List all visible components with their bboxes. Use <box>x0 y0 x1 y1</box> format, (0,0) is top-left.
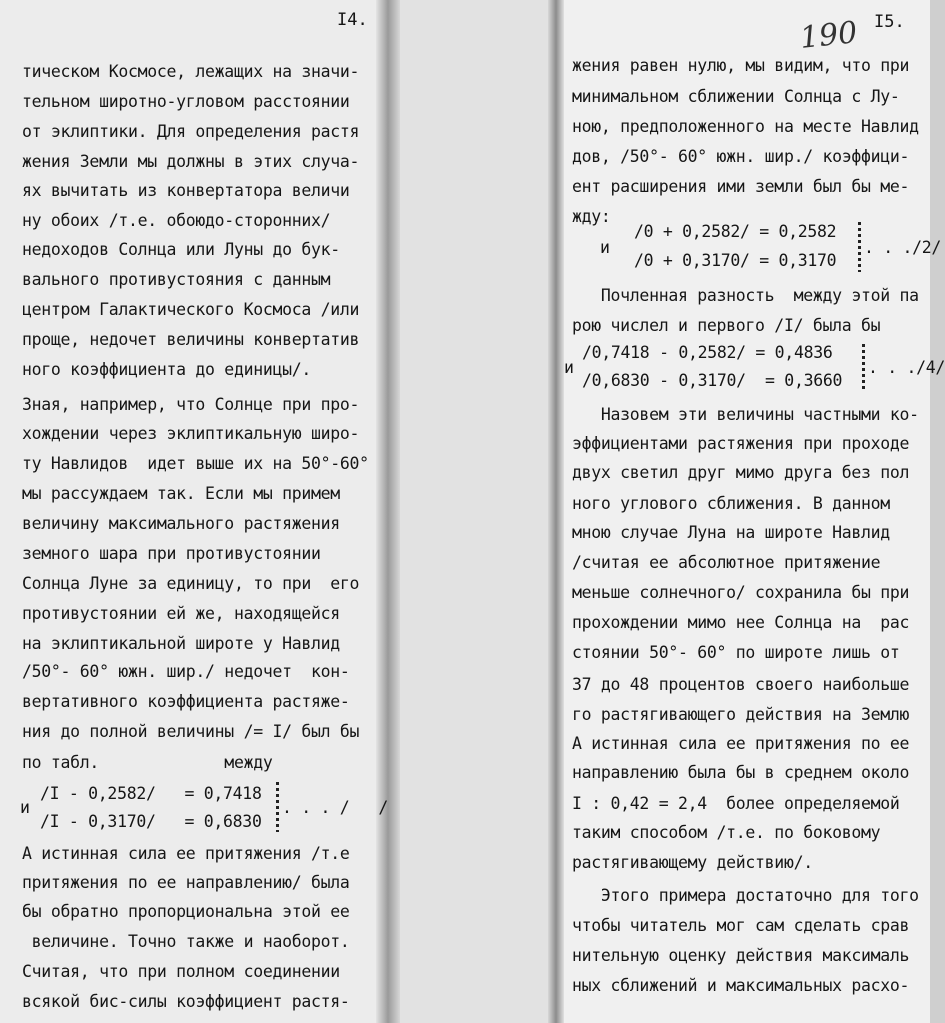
right-formula-2-brace <box>862 344 865 392</box>
right-text-line: прохождении мимо нее Солнца на рас <box>572 613 910 632</box>
left-page-number: I4. <box>337 10 368 30</box>
right-text-line: го растягивающего действия на Землю <box>572 705 910 724</box>
left-text-line: ту Навлидов идет выше их на 50°-60° <box>22 454 369 473</box>
right-formula-1-row-2: /0 + 0,3170/ = 0,3170 <box>634 251 837 270</box>
left-text-line: А истинная сила ее притяжения /т.е <box>22 844 350 863</box>
right-text-line: минимальном сближении Солнца с Лу- <box>572 87 900 106</box>
right-formula-2-row-2: /0,6830 - 0,3170/ = 0,3660 <box>582 371 843 390</box>
left-text-line: по табл. между <box>22 753 273 772</box>
left-text-line: всякой бис-силы коэффициент растя- <box>22 992 350 1011</box>
right-text-line: дов, /50°- 60° южн. шир./ коэффици- <box>572 147 910 166</box>
left-text-line: ях вычитать из конвертатора величи <box>22 181 350 200</box>
left-text-line: ного коэффициента до единицы/. <box>22 360 312 379</box>
right-text-line: ных сближений и максимальных расхо- <box>572 976 910 995</box>
right-text-line: ною, предположенного на месте Навлид <box>572 117 919 136</box>
left-text-line: мы рассуждаем так. Если мы примем <box>22 484 340 503</box>
left-text-line: проще, недочет величины конвертатив <box>22 330 360 349</box>
right-formula-1-brace <box>858 222 861 272</box>
handwritten-page-number: 190 <box>798 15 859 56</box>
left-text-line: величину максимального растяжения <box>22 514 340 533</box>
left-text-line: тическом Космосе, лежащих на значи- <box>22 62 360 81</box>
left-text-line: земного шара при противустоянии <box>22 544 321 563</box>
right-text-line: направлению была бы в среднем около <box>572 763 910 782</box>
left-formula-tail: . . . / / <box>282 798 388 817</box>
right-text-line: жду: <box>572 207 611 226</box>
right-text-line: I : 0,42 = 2,4 более определяемой <box>572 794 900 813</box>
right-text-line: А истинная сила ее притяжения по ее <box>572 734 910 753</box>
right-text-line: растягивающему действию/. <box>572 853 813 872</box>
right-text-line: нительную оценку действия максималь <box>572 946 910 965</box>
left-text-line: ния до полной величины /= I/ был бы <box>22 722 360 741</box>
right-formula-1-row-1: /0 + 0,2582/ = 0,2582 <box>634 222 837 241</box>
left-text-line: величине. Точно также и наоборот. <box>22 932 350 951</box>
left-text-line: Солнца Луне за единицу, то при его <box>22 574 360 593</box>
right-text-line: таким способом /т.е. по боковому <box>572 823 881 842</box>
page-fold-right <box>548 0 564 1023</box>
right-text-line: рою числел и первого /I/ была бы <box>572 316 881 335</box>
left-text-line: Зная, например, что Солнце при про- <box>22 395 360 414</box>
left-text-line: притяжения по ее направлению/ была <box>22 873 350 892</box>
right-text-line: ного углового сближения. В данном <box>572 494 890 513</box>
right-text-line: жения равен нулю, мы видим, что при <box>572 56 910 75</box>
right-formula-2-tail: . . ./4/ <box>868 358 945 377</box>
left-formula-row-2: /I - 0,3170/ = 0,6830 <box>40 812 262 831</box>
left-text-line: противустоянии ей же, находящейся <box>22 604 340 623</box>
left-text-line: /50°- 60° южн. шир./ недочет кон- <box>22 662 350 681</box>
right-formula-2-row-1: /0,7418 - 0,2582/ = 0,4836 <box>582 343 833 362</box>
right-text-line: Этого примера достаточно для того <box>572 886 919 905</box>
left-formula-prefix: и <box>20 798 30 817</box>
right-text-line: чтобы читатель мог сам сделать срав <box>572 916 910 935</box>
left-formula-row-1: /I - 0,2582/ = 0,7418 <box>40 784 262 803</box>
left-formula-brace <box>276 782 279 832</box>
left-text-line: хождении через эклиптикальную широ- <box>22 424 360 443</box>
right-text-line: двух светил друг мимо друга без пол <box>572 463 910 482</box>
right-text-line: /считая ее абсолютное притяжение <box>572 553 881 572</box>
right-text-line: стоянии 50°- 60° по широте лишь от <box>572 643 900 662</box>
right-formula-1-tail: . . ./2/ <box>864 238 942 257</box>
left-text-line: центром Галактического Космоса /или <box>22 300 360 319</box>
left-text-line: Считая, что при полном соединении <box>22 962 340 981</box>
right-formula-1-prefix: и <box>600 238 610 257</box>
left-text-line: недоходов Солнца или Луны до бук- <box>22 240 340 259</box>
right-text-line: Почленная разность между этой па <box>572 286 919 305</box>
left-text-line: бы обратно пропорциональна этой ее <box>22 902 350 921</box>
right-text-line: мною случае Луна на широте Навлид <box>572 523 890 542</box>
left-text-line: вертативного коэффициента растяже- <box>22 692 350 711</box>
left-text-line: ну обоих /т.е. обоюдо-сторонних/ <box>22 211 331 230</box>
right-formula-2-prefix: и <box>564 358 574 377</box>
right-text-line: эффициентами растяжения при проходе <box>572 434 910 453</box>
right-text-line: ент расширения ими земли был бы ме- <box>572 177 910 196</box>
left-text-line: на эклиптикальной широте у Навлид <box>22 634 340 653</box>
right-text-line: Назовем эти величины частными ко- <box>572 405 919 424</box>
left-text-line: жения Земли мы должны в этих случа- <box>22 152 360 171</box>
page-fold-left <box>376 0 400 1023</box>
right-text-line: меньше солнечного/ сохранила бы при <box>572 583 910 602</box>
left-text-line: от эклиптики. Для определения растя <box>22 122 360 141</box>
right-text-line: 37 до 48 процентов своего наибольше <box>572 675 910 694</box>
left-text-line: тельном широтно-угловом расстоянии <box>22 92 350 111</box>
left-text-line: вального противустояния с данным <box>22 270 331 289</box>
right-page-number: I5. <box>874 12 905 32</box>
page-gutter <box>392 0 556 1023</box>
